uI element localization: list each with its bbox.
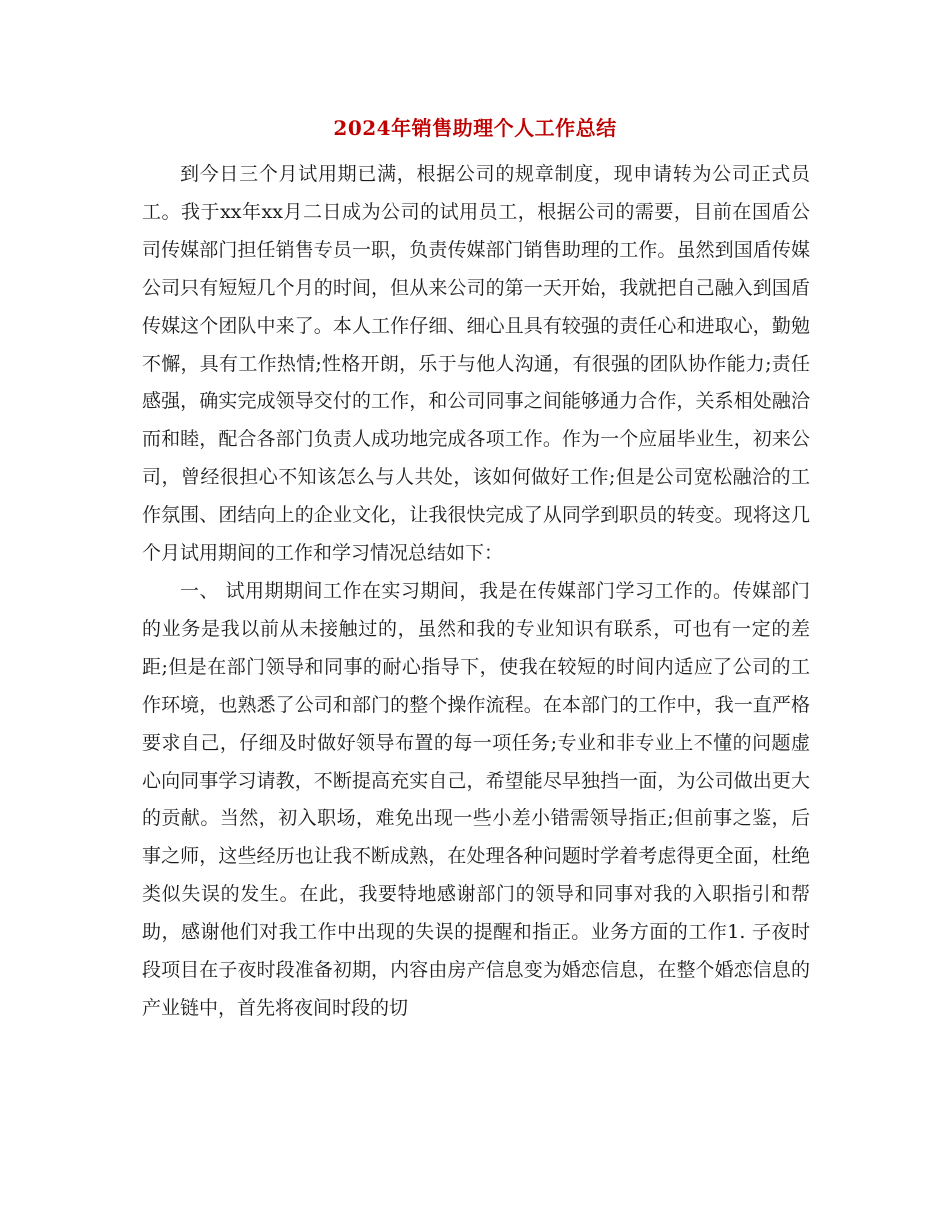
paragraph-intro: 到今日三个月试用期已满，根据公司的规章制度，现申请转为公司正式员工。我于xx年xx月二日成为公司的试用员工，根据公司的需要，目前在国盾公司传媒部门担任销售专员一职，负责传媒部门销售助理的工作。虽然到国盾传媒公司只有短短几个月的时间，但从来公司的第一天开始，我就把自己融入到国盾传媒这个团队中来了。本人工作仔细、细心且具有较强的责任心和进取心，勤勉不懈，具有工作热情;性格开朗，乐于与他人沟通，有很强的团队协作能力;责任感强，确实完成领导交付的工作，和公司同事之间能够通力合作，关系相处融洽而和睦，配合各部门负责人成功地完成各项工作。作为一个应届毕业生，初来公司，曾经很担心不知该怎么与人共处，该如何做好工作;但是公司宽松融洽的工作氛围、团结向上的企业文化，让我很快完成了从同学到职员的转变。现将这几个月试用期间的工作和学习情况总结如下：: [142, 163, 810, 565]
paragraph-section-one: 一、 试用期期间工作在实习期间，我是在传媒部门学习工作的。传媒部门的业务是我以前从未接触过的，虽然和我的专业知识有联系，可也有一定的差距;但是在部门领导和同事的耐心指导下，使我在较短的时间内适应了公司的工作环境，也熟悉了公司和部门的整个操作流程。在本部门的工作中，我一直严格要求自己，仔细及时做好领导布置的每一项任务;专业和非专业上不懂的问题虚心向同事学习请教，不断提高充实自己，希望能尽早独挡一面，为公司做出更大的贡献。当然，初入职场，难免出现一些小差小错需领导指正;但前事之鉴，后事之师，这些经历也让我不断成熟，在处理各种问题时学着考虑得更全面，杜绝类似失误的发生。在此，我要特地感谢部门的领导和同事对我的入职指引和帮助，感谢他们对我工作中出现的失误的提醒和指正。业务方面的工作1. 子夜时段项目在子夜时段准备初期，内容由房产信息变为婚恋信息，在整个婚恋信息的产业链中，首先将夜间时段的切: [142, 579, 810, 1019]
document-title: 2024年销售助理个人工作总结: [333, 116, 617, 140]
document-body: [142, 156, 810, 1028]
